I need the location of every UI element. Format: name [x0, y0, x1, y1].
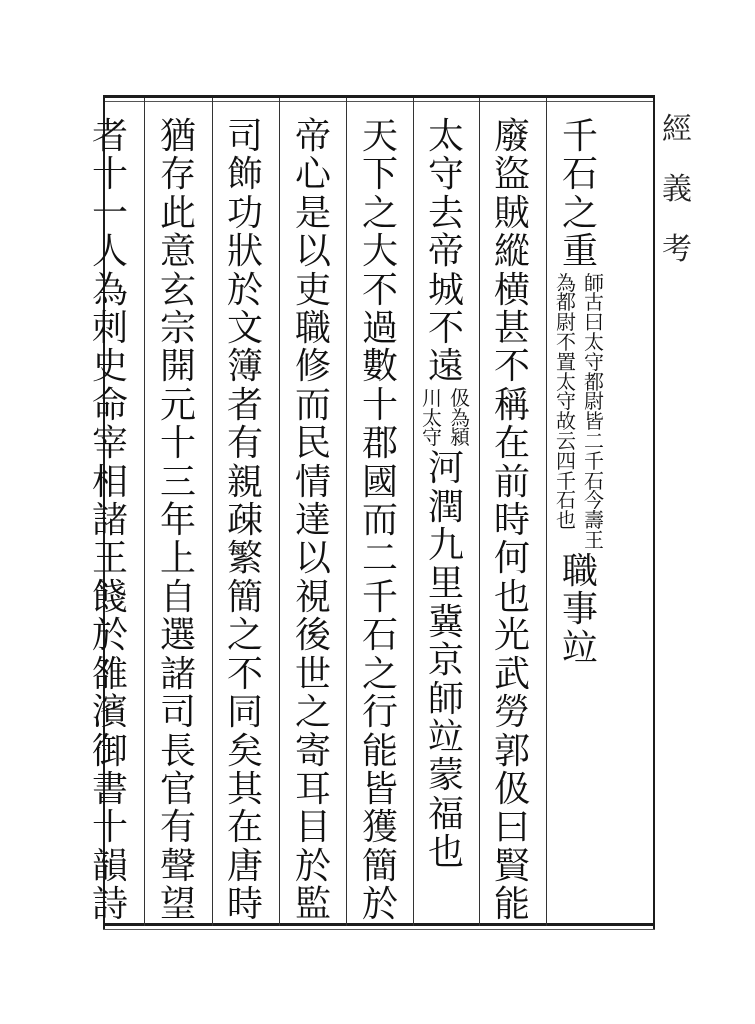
main-text-run — [423, 450, 469, 872]
main-char: 監 — [294, 884, 331, 926]
main-char: 相 — [91, 461, 128, 503]
main-char: 簿 — [226, 346, 263, 388]
note-char: 伋 — [450, 385, 470, 410]
note-left-line — [554, 270, 578, 551]
note-char: 川 — [422, 385, 442, 410]
note-char: 守 — [584, 349, 604, 374]
main-char: 帝 — [294, 116, 331, 157]
main-char: 十 — [361, 384, 398, 426]
commentary-note — [554, 270, 606, 552]
main-char: 蒙 — [427, 755, 464, 797]
note-char: 為 — [556, 270, 576, 295]
main-char: 職 — [561, 550, 598, 592]
main-char: 濱 — [91, 692, 128, 734]
main-char: 冀 — [427, 601, 464, 643]
main-char: 年 — [159, 500, 196, 542]
note-char: 為 — [450, 405, 470, 430]
main-char: 郭 — [493, 730, 530, 772]
main-char: 天 — [361, 116, 398, 157]
main-char: 存 — [159, 154, 196, 196]
main-char: 千 — [361, 576, 398, 618]
main-char: 猶 — [159, 116, 196, 157]
note-char: 千 — [556, 468, 576, 493]
note-char: 二 — [584, 428, 604, 453]
column-divider — [413, 98, 414, 926]
note-char: 太 — [422, 405, 442, 430]
main-text-run — [87, 118, 133, 925]
note-char: 石 — [584, 468, 604, 493]
main-char: 刺 — [91, 308, 128, 350]
main-char: 也 — [427, 832, 464, 874]
main-char: 於 — [91, 615, 128, 657]
frame-bottom-inner-rule — [103, 929, 655, 930]
main-char: 自 — [159, 576, 196, 618]
main-char: 賊 — [493, 192, 530, 234]
note-char: 守 — [556, 389, 576, 414]
main-char: 而 — [361, 500, 398, 542]
main-char: 遠 — [427, 346, 464, 388]
main-char: 行 — [361, 692, 398, 734]
main-char: 繁 — [226, 538, 263, 580]
note-char: 太 — [584, 329, 604, 354]
main-char: 光 — [493, 615, 530, 657]
main-char: 在 — [493, 423, 530, 465]
main-char: 之 — [561, 192, 598, 234]
main-char: 郡 — [361, 423, 398, 465]
main-char: 寄 — [294, 730, 331, 772]
main-char: 簡 — [226, 576, 263, 618]
note-char: 曰 — [584, 310, 604, 335]
note-char: 不 — [556, 329, 576, 354]
main-char: 里 — [427, 563, 464, 605]
main-char: 之 — [226, 615, 263, 657]
main-char: 一 — [91, 192, 128, 234]
main-text-run — [557, 550, 603, 669]
column-divider — [144, 98, 145, 926]
main-char: 長 — [159, 730, 196, 772]
main-char: 甚 — [493, 308, 530, 350]
main-char: 吏 — [294, 269, 331, 311]
main-char: 玄 — [159, 269, 196, 311]
note-char: 置 — [556, 349, 576, 374]
note-char: 師 — [584, 270, 604, 295]
main-char: 元 — [159, 384, 196, 426]
main-char: 竝 — [561, 627, 598, 669]
column-divider — [279, 98, 280, 926]
main-char: 重 — [561, 231, 598, 273]
main-char: 不 — [427, 308, 464, 350]
main-char: 二 — [361, 538, 398, 580]
main-text-run — [557, 118, 603, 272]
main-char: 韻 — [91, 845, 128, 887]
main-char: 此 — [159, 192, 196, 234]
main-char: 是 — [294, 192, 331, 234]
main-char: 簡 — [361, 845, 398, 887]
main-char: 狀 — [226, 231, 263, 273]
main-char: 情 — [294, 461, 331, 503]
main-char: 者 — [226, 384, 263, 426]
main-char: 心 — [294, 154, 331, 196]
main-char: 而 — [294, 384, 331, 426]
main-char: 其 — [226, 768, 263, 810]
main-text-run — [489, 118, 535, 925]
column-divider — [479, 98, 480, 926]
main-char: 矣 — [226, 730, 263, 772]
main-char: 耳 — [294, 768, 331, 810]
main-char: 聲 — [159, 845, 196, 887]
main-char: 横 — [493, 269, 530, 311]
main-char: 之 — [361, 653, 398, 695]
main-char: 下 — [361, 154, 398, 196]
main-char: 廢 — [493, 116, 530, 157]
main-char: 能 — [493, 884, 530, 926]
note-char: 潁 — [450, 425, 470, 450]
main-char: 千 — [561, 116, 598, 157]
note-char: 皆 — [584, 409, 604, 434]
main-char: 大 — [361, 231, 398, 273]
main-char: 雒 — [91, 653, 128, 695]
note-char: 云 — [556, 428, 576, 453]
main-char: 石 — [561, 154, 598, 196]
main-char: 不 — [226, 653, 263, 695]
main-char: 伋 — [493, 768, 530, 810]
main-text-run — [423, 118, 469, 387]
main-char: 以 — [294, 538, 331, 580]
note-char: 石 — [556, 488, 576, 513]
main-char: 意 — [159, 231, 196, 273]
main-char: 縱 — [493, 231, 530, 273]
main-char: 之 — [294, 692, 331, 734]
main-char: 職 — [294, 308, 331, 350]
main-char: 稱 — [493, 384, 530, 426]
main-char: 達 — [294, 500, 331, 542]
main-char: 同 — [226, 692, 263, 734]
note-char: 今 — [584, 488, 604, 513]
note-char: 太 — [556, 369, 576, 394]
main-char: 以 — [294, 231, 331, 273]
main-char: 師 — [427, 678, 464, 720]
main-char: 選 — [159, 615, 196, 657]
main-char: 唐 — [226, 845, 263, 887]
main-char: 國 — [361, 461, 398, 503]
main-char: 書 — [91, 768, 128, 810]
main-char: 賢 — [493, 845, 530, 887]
main-char: 不 — [361, 269, 398, 311]
main-char: 上 — [159, 538, 196, 580]
note-char: 王 — [584, 527, 604, 552]
note-char: 四 — [556, 448, 576, 473]
note-char: 尉 — [584, 389, 604, 414]
main-char: 後 — [294, 615, 331, 657]
main-char: 勞 — [493, 692, 530, 734]
main-char: 人 — [91, 231, 128, 273]
column-divider — [546, 98, 547, 926]
main-char: 文 — [226, 308, 263, 350]
main-char: 十 — [91, 807, 128, 849]
main-char: 帝 — [427, 231, 464, 273]
main-char: 城 — [427, 269, 464, 311]
note-left-line — [420, 385, 444, 450]
main-char: 時 — [226, 884, 263, 926]
note-char: 故 — [556, 409, 576, 434]
main-char: 有 — [226, 423, 263, 465]
frame-right-rule — [653, 95, 655, 929]
main-char: 史 — [91, 346, 128, 388]
main-char: 有 — [159, 807, 196, 849]
main-char: 飾 — [226, 154, 263, 196]
main-char: 功 — [226, 192, 263, 234]
column-divider — [346, 98, 347, 926]
edge-fragment-text: 經義考 — [662, 112, 692, 267]
main-char: 於 — [226, 269, 263, 311]
main-char: 十 — [91, 154, 128, 196]
main-char: 詩 — [91, 884, 128, 926]
main-char: 獲 — [361, 807, 398, 849]
main-char: 於 — [361, 884, 398, 926]
main-char: 曰 — [493, 807, 530, 849]
main-char: 守 — [427, 154, 464, 196]
main-char: 宗 — [159, 308, 196, 350]
main-char: 疎 — [226, 500, 263, 542]
main-char: 官 — [159, 768, 196, 810]
main-char: 司 — [226, 116, 263, 157]
main-char: 開 — [159, 346, 196, 388]
main-char: 過 — [361, 308, 398, 350]
note-char: 守 — [422, 425, 442, 450]
main-char: 武 — [493, 653, 530, 695]
main-char: 在 — [226, 807, 263, 849]
main-char: 親 — [226, 461, 263, 503]
main-char: 視 — [294, 576, 331, 618]
main-char: 命 — [91, 384, 128, 426]
note-char: 都 — [584, 369, 604, 394]
frame-top-inner-rule — [103, 101, 655, 102]
main-char: 民 — [294, 423, 331, 465]
main-text-run — [222, 118, 268, 925]
main-text-run — [155, 118, 201, 925]
main-char: 御 — [91, 730, 128, 772]
main-char: 為 — [91, 269, 128, 311]
note-char: 尉 — [556, 310, 576, 335]
main-char: 也 — [493, 576, 530, 618]
main-char: 皆 — [361, 768, 398, 810]
column-divider — [212, 98, 213, 926]
main-char: 太 — [427, 116, 464, 157]
main-char: 三 — [159, 461, 196, 503]
main-char: 何 — [493, 538, 530, 580]
main-char: 前 — [493, 461, 530, 503]
note-char: 也 — [556, 508, 576, 533]
main-char: 竝 — [427, 717, 464, 759]
main-char: 之 — [361, 192, 398, 234]
main-char: 十 — [159, 423, 196, 465]
main-char: 不 — [493, 346, 530, 388]
note-char: 壽 — [584, 508, 604, 533]
main-char: 王 — [91, 538, 128, 580]
main-char: 修 — [294, 346, 331, 388]
note-char: 古 — [584, 290, 604, 315]
note-char: 都 — [556, 290, 576, 315]
main-char: 諸 — [159, 653, 196, 695]
main-char: 石 — [361, 615, 398, 657]
main-char: 目 — [294, 807, 331, 849]
main-char: 司 — [159, 692, 196, 734]
main-char: 潤 — [427, 486, 464, 528]
main-char: 世 — [294, 653, 331, 695]
main-text-run — [290, 118, 336, 925]
main-char: 者 — [91, 116, 128, 157]
commentary-note — [420, 385, 472, 450]
main-char: 京 — [427, 640, 464, 682]
main-char: 河 — [427, 448, 464, 490]
frame-top-rule — [103, 95, 655, 98]
main-char: 數 — [361, 346, 398, 388]
page-edge-fragment — [662, 100, 692, 660]
note-right-line — [448, 385, 472, 450]
main-char: 時 — [493, 500, 530, 542]
main-char: 盜 — [493, 154, 530, 196]
main-char: 福 — [427, 793, 464, 835]
main-char: 能 — [361, 730, 398, 772]
main-char: 餞 — [91, 576, 128, 618]
main-char: 宰 — [91, 423, 128, 465]
main-char: 事 — [561, 589, 598, 631]
main-text-run — [357, 118, 403, 925]
main-char: 望 — [159, 884, 196, 926]
main-char: 諸 — [91, 500, 128, 542]
note-right-line — [582, 270, 606, 552]
main-char: 去 — [427, 192, 464, 234]
note-char: 千 — [584, 448, 604, 473]
main-char: 於 — [294, 845, 331, 887]
main-char: 九 — [427, 525, 464, 566]
